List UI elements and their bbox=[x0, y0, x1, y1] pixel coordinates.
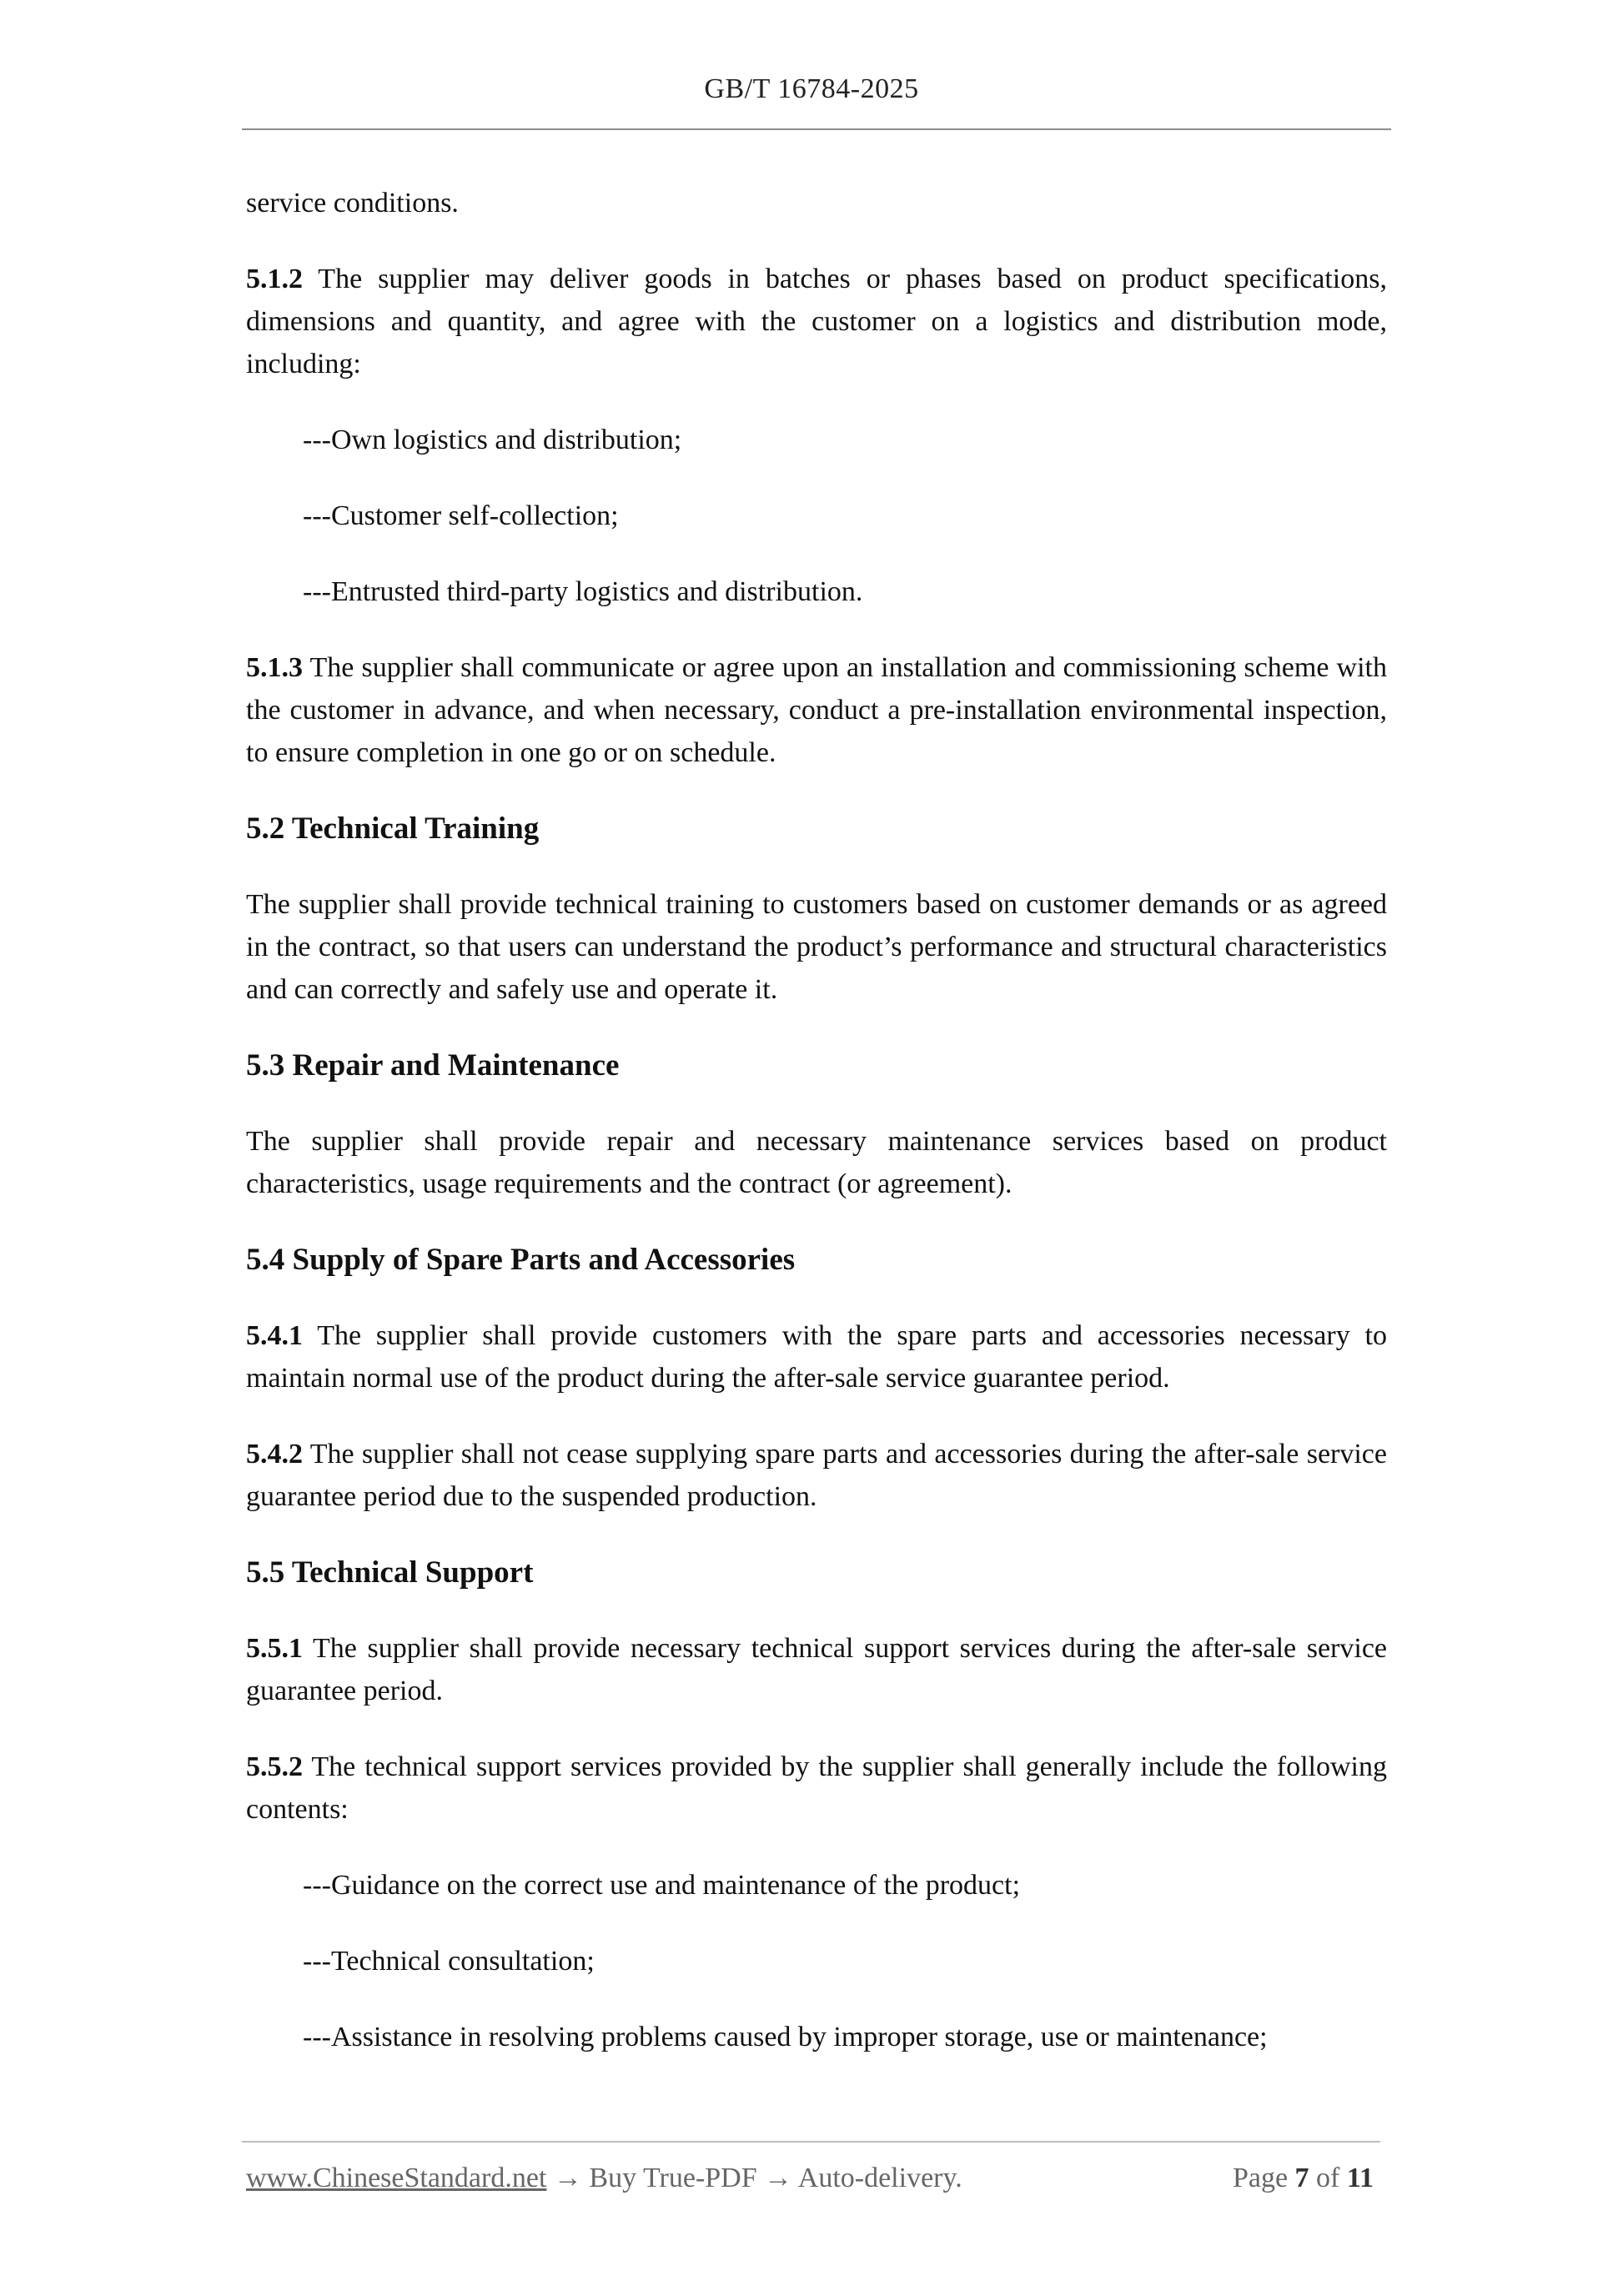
clause-number: 5.4.1 bbox=[246, 1320, 303, 1351]
website-link[interactable]: www.ChineseStandard.net bbox=[246, 2163, 547, 2193]
section-heading-5-3: 5.3 Repair and Maintenance bbox=[246, 1048, 620, 1083]
clause-number: 5.1.3 bbox=[246, 652, 303, 683]
section-heading-5-5: 5.5 Technical Support bbox=[246, 1555, 534, 1590]
list-item: ---Technical consultation; bbox=[303, 1946, 595, 1977]
clause-number: 5.4.2 bbox=[246, 1439, 303, 1470]
clause-number: 5.5.2 bbox=[246, 1751, 303, 1782]
clause-5-1-3 bbox=[246, 646, 1387, 774]
of-label: of bbox=[1316, 2163, 1340, 2193]
section-heading-5-2: 5.2 Technical Training bbox=[246, 811, 540, 846]
clause-text: The supplier shall communicate or agree upon an installation and commissioning scheme with the customer in advance, and when necessary, conduct a pre-installation environmental inspection, to ensure completion in one go or on schedule. bbox=[246, 652, 1387, 768]
arrow-right-icon: → bbox=[764, 2163, 793, 2193]
clause-5-5-1 bbox=[246, 1627, 1387, 1712]
list-item: ---Customer self-collection; bbox=[303, 500, 619, 531]
paragraph-5-3: The supplier shall provide repair and necessary maintenance services based on product characteristics, usage requirements and the contract (or agreement). bbox=[246, 1126, 1387, 1199]
footer-promo bbox=[246, 2163, 962, 2194]
clause-text: The supplier shall not cease supplying spare parts and accessories during the after-sale service guarantee period due to the suspended production. bbox=[246, 1439, 1387, 1512]
total-page-count: 11 bbox=[1346, 2163, 1374, 2193]
clause-text: The supplier shall provide necessary technical support services during the after-sale service guarantee period. bbox=[246, 1633, 1387, 1706]
current-page-number: 7 bbox=[1294, 2163, 1309, 2193]
document-body bbox=[246, 182, 1387, 2092]
clause-5-4-1 bbox=[246, 1314, 1387, 1399]
list-item: ---Own logistics and distribution; bbox=[303, 425, 682, 455]
header-divider bbox=[242, 128, 1391, 130]
clause-number: 5.5.1 bbox=[246, 1633, 303, 1664]
list-item: ---Assistance in resolving problems caused by improper storage, use or maintenance; bbox=[303, 2022, 1268, 2052]
page-label: Page bbox=[1232, 2163, 1289, 2193]
paragraph-5-2: The supplier shall provide technical training to customers based on customer demands or as agreed in the contract, so that users can understand the product’s performance and structural characteristics and can correctly and safely use and operate it. bbox=[246, 889, 1387, 1005]
auto-delivery-text: Auto-delivery. bbox=[797, 2163, 962, 2193]
clause-text: The technical support services provided by the supplier shall generally include the following contents: bbox=[246, 1751, 1387, 1825]
clause-text: The supplier shall provide customers with the spare parts and accessories necessary to maintain normal use of the product during the after-sale service guarantee period. bbox=[246, 1320, 1387, 1394]
clause-number: 5.1.2 bbox=[246, 264, 303, 294]
section-heading-5-4: 5.4 Supply of Spare Parts and Accessories bbox=[246, 1243, 796, 1277]
page-number bbox=[1233, 2163, 1374, 2194]
clause-5-1-2 bbox=[246, 258, 1387, 385]
paragraph-continuation: service conditions. bbox=[246, 188, 459, 219]
arrow-right-icon: → bbox=[553, 2163, 582, 2193]
clause-5-4-2 bbox=[246, 1433, 1387, 1518]
clause-text: The supplier may deliver goods in batches or phases based on product specifications, dimensions and quantity, and agree with the customer on a logistics and distribution mode, including: bbox=[246, 264, 1387, 379]
list-item: ---Entrusted third-party logistics and distribution. bbox=[303, 576, 863, 607]
clause-5-5-2 bbox=[246, 1746, 1387, 1831]
buy-pdf-text: Buy True-PDF bbox=[589, 2163, 757, 2193]
footer-divider bbox=[242, 2141, 1380, 2143]
page-header-title: GB/T 16784-2025 bbox=[704, 73, 919, 104]
list-item: ---Guidance on the correct use and maintenance of the product; bbox=[303, 1870, 1021, 1901]
